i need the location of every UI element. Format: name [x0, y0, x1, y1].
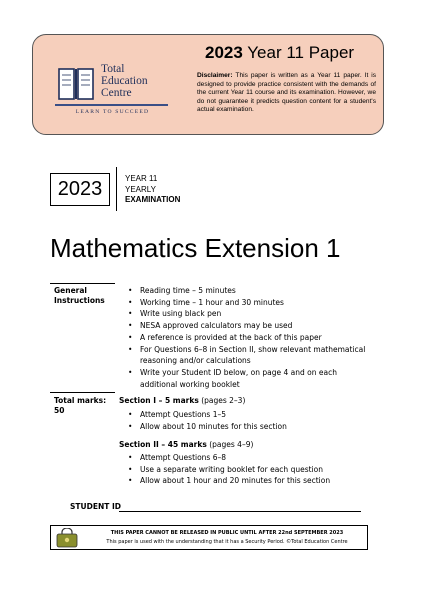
security-notice: This paper is used with the understanding that it has a Security Period. ©Total Education Centre [106, 539, 348, 545]
release-notice: THIS PAPER CANNOT BE RELEASED IN PUBLIC UNTIL AFTER 22nd SEPTEMBER 2023 [110, 530, 344, 536]
section-2-heading: Section II – 45 marks (pages 4–9) [119, 440, 254, 449]
general-instructions-list [128, 285, 368, 390]
header-banner [32, 34, 384, 135]
disclaimer [197, 72, 376, 115]
exam-word: EXAMINATION [125, 195, 181, 204]
total-marks-rule [50, 392, 115, 393]
disclaimer-text: This paper is written as a Year 11 paper. It is designed to provide practice consistent with the demands of the current Year 11 course and its examination. However, we do not guarantee it predicts question content for a student's actual examination. [197, 72, 377, 114]
list-item: • Write your Student ID below, on page 4 and on each additional working booklet [128, 367, 368, 390]
list-item: • A reference is provided at the back of this paper [128, 332, 368, 344]
general-instructions-rule [50, 283, 115, 284]
list-item: • Attempt Questions 1–5 [128, 409, 368, 421]
page-title: Mathematics Extension 1 [50, 233, 341, 263]
list-item: • Use a separate writing booklet for each question [128, 464, 368, 476]
list-item: • Attempt Questions 6–8 [128, 452, 368, 464]
security-footer [50, 525, 368, 550]
paper-label: Year 11 Paper [247, 43, 355, 62]
list-item: • Allow about 10 minutes for this section [128, 421, 368, 433]
list-item: • For Questions 6–8 in Section II, show relevant mathematical reasoning and/or calculations [128, 344, 368, 367]
logo-text: Education [101, 75, 148, 87]
open-book-icon [57, 65, 97, 103]
general-instructions-label: General Instructions [54, 286, 105, 305]
list-item: • Write using black pen [128, 308, 368, 320]
list-item: • Working time – 1 hour and 30 minutes [128, 297, 368, 309]
exam-descriptor [125, 174, 180, 206]
list-item: • NESA approved calculators may be used [128, 320, 368, 332]
exam-type: YEARLY [125, 184, 156, 194]
section-2-list [128, 452, 368, 487]
section-1-list [128, 409, 368, 432]
vertical-divider [116, 167, 117, 211]
security-lock-icon [56, 528, 78, 548]
logo-text: Total [101, 63, 125, 75]
paper-year: 2023 [205, 43, 243, 62]
list-item: • Allow about 1 hour and 20 minutes for this section [128, 475, 368, 487]
student-id-label: STUDENT ID [70, 502, 121, 511]
student-id-field[interactable] [119, 511, 361, 512]
logo-text: Centre [101, 87, 132, 99]
exam-year-level: YEAR 11 [125, 174, 158, 183]
disclaimer-label: Disclaimer: [197, 72, 233, 79]
total-marks-label: Total marks: 50 [54, 396, 107, 415]
logo-divider [55, 104, 168, 106]
paper-title [205, 43, 354, 63]
exam-year-box: 2023 [50, 173, 110, 206]
logo-tagline: LEARN TO SUCCEED [75, 109, 150, 115]
total-education-centre-logo [53, 61, 173, 137]
list-item: • Reading time – 5 minutes [128, 285, 368, 297]
section-1-heading: Section I – 5 marks (pages 2–3) [119, 396, 246, 405]
